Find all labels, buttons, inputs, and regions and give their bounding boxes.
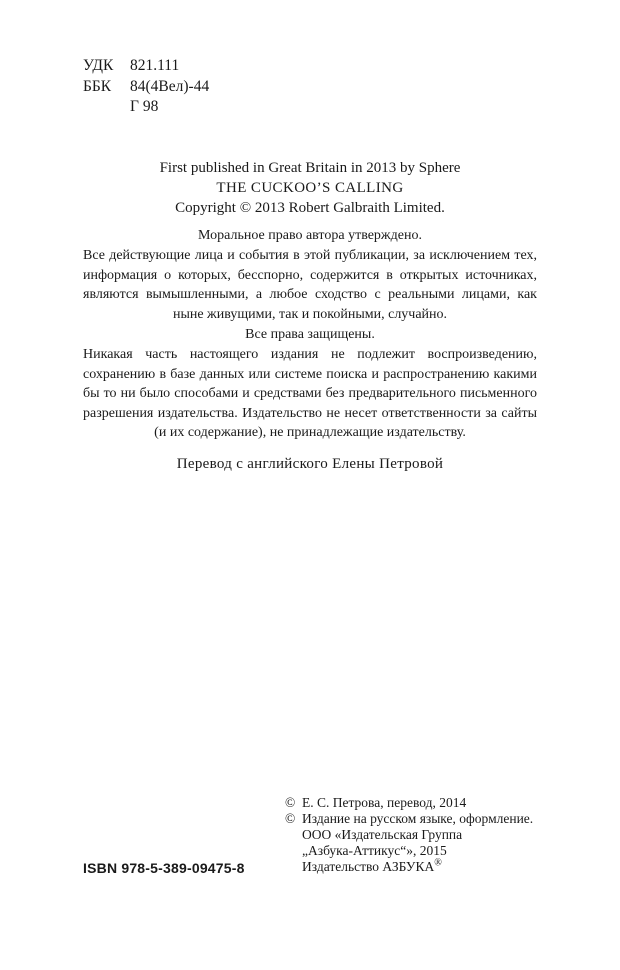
- copyright-notices: [285, 795, 533, 875]
- bbk-row: [83, 77, 209, 98]
- registered-trademark-icon: ®: [434, 857, 442, 869]
- copyright-symbol: ©: [285, 811, 296, 826]
- translation-copyright-text: Е. С. Петрова, перевод, 2014: [302, 795, 467, 810]
- udk-label: УДК: [83, 57, 114, 74]
- edition-line: Издание на русском языке, оформление.: [302, 811, 534, 826]
- edition-copyright-text: [302, 811, 533, 875]
- publisher-name: Издательство АЗБУКА: [302, 859, 435, 874]
- isbn: ISBN 978-5-389-09475-8: [83, 860, 245, 876]
- edition-line: [302, 859, 533, 875]
- edition-line: ООО «Издательская Группа: [302, 827, 463, 842]
- udk-row: [83, 56, 209, 77]
- bbk-value: 84(4Вел)-44: [130, 77, 210, 95]
- disclaimer-paragraph: Все действующие лица и события в этой публикации, за исключением тех, информация о которых, бесспорно, содержится в открытых источниках, являются вымышленными, а любое сходство с реальными лицами, как ныне живущими, так и покойными, случайно.: [83, 248, 537, 322]
- publication-info: [83, 158, 537, 218]
- translator-credit: Перевод с английского Елены Петровой: [176, 456, 444, 472]
- edition-line: „Азбука-Аттикус“», 2015: [302, 843, 447, 858]
- udk-value: 821.111: [130, 57, 180, 74]
- classification-codes: [83, 56, 209, 118]
- bbk-label: ББК: [83, 77, 112, 95]
- copyright-line: Copyright © 2013 Robert Galbraith Limited.: [175, 200, 445, 216]
- moral-rights: Моральное право автора утверждено.: [198, 228, 422, 243]
- author-mark: Г 98: [130, 98, 159, 115]
- rights-reserved-paragraph: Никакая часть настоящего издания не подлежит воспроизведению, сохранению в базе данных или системе поиска и распространению какими бы то ни было способами и средствами без предварительного письменного разрешения издательства. Издательство не несет ответственности за сайты (и их содержание), не принадлежащие издательству.: [83, 347, 537, 441]
- edition-copyright: [285, 811, 533, 875]
- author-mark-row: [83, 97, 209, 118]
- copyright-symbol: ©: [285, 795, 296, 810]
- rights-reserved-title: Все права защищены.: [245, 327, 375, 342]
- first-published-line: First published in Great Britain in 2013 by Sphere: [159, 160, 461, 176]
- original-title: THE CUCKOO’S CALLING: [216, 180, 404, 196]
- translation-copyright: [285, 795, 533, 811]
